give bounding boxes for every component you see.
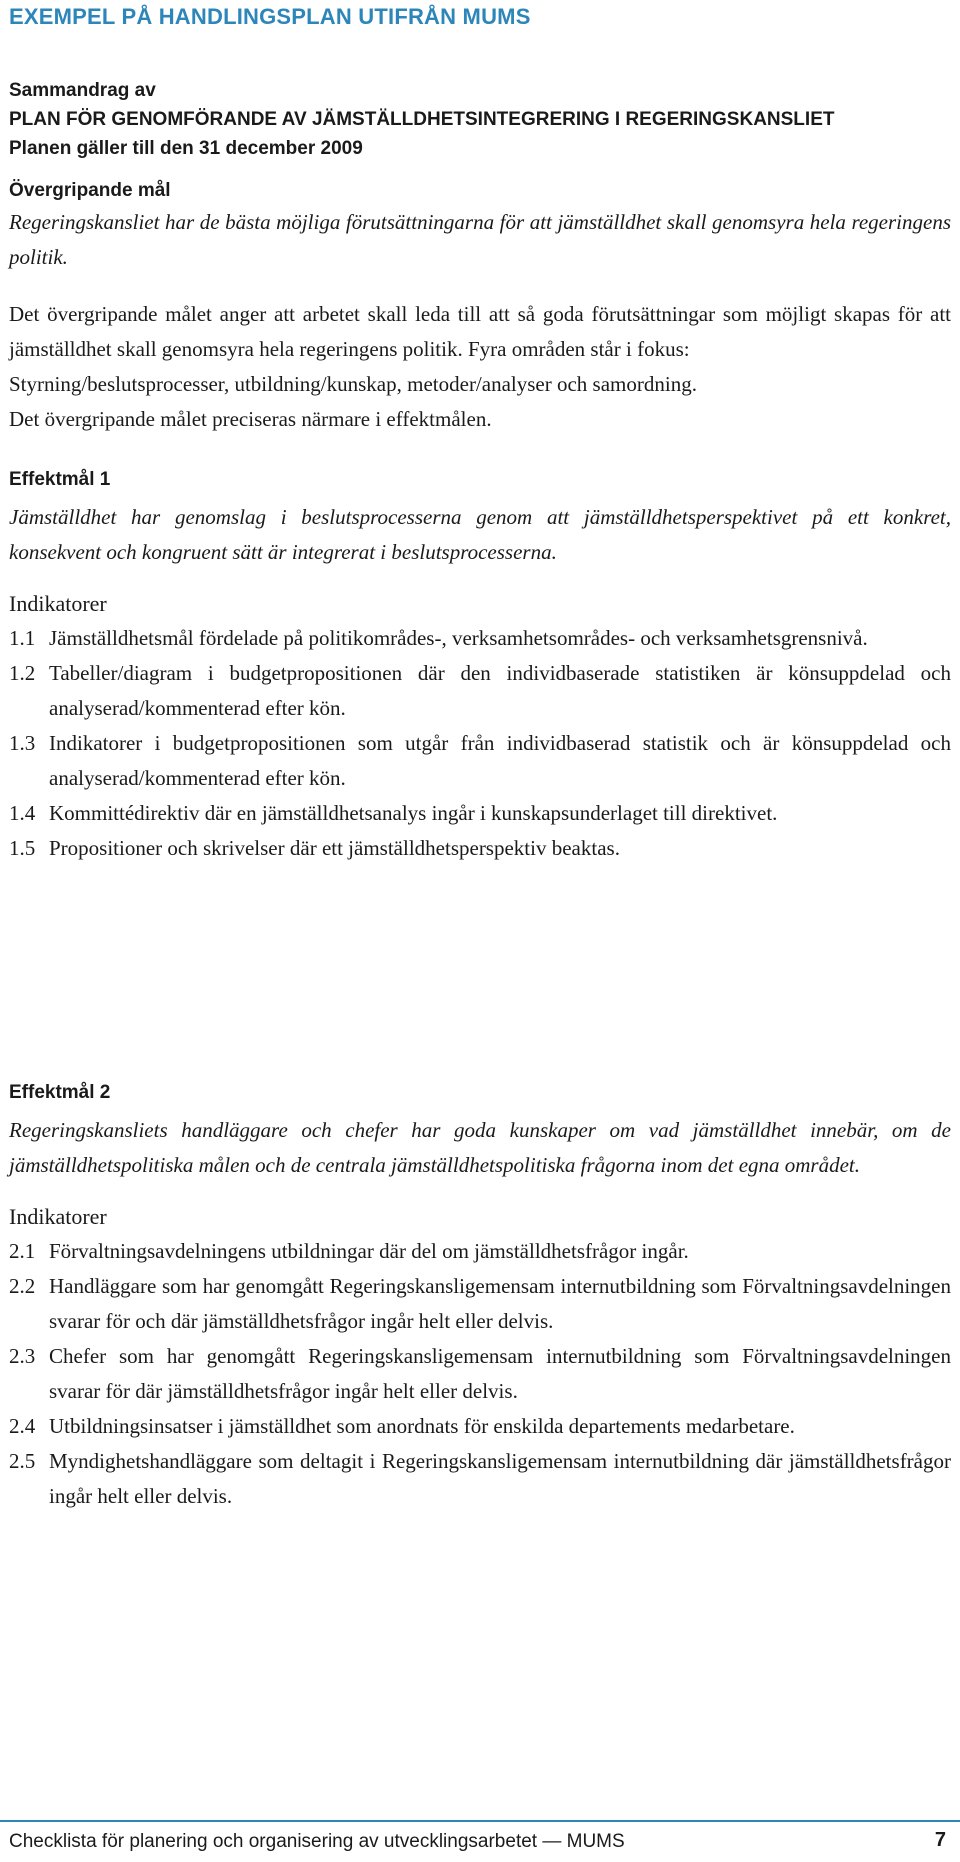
page-number: 7 <box>934 1829 946 1851</box>
indicator-item: 2.2 Handläggare som har genomgått Regeringskansligemensam internutbildning som Förvaltningsavdelningen svarar för och där jämställdhetsfrågor ingår helt eller delvis. <box>9 1274 951 1333</box>
indicator-item: 1.5 Propositioner och skrivelser där ett jämställdhetsperspektiv beaktas. <box>9 836 620 860</box>
summary-intro: Sammandrag av <box>9 80 156 101</box>
overall-goal-section <box>9 176 951 437</box>
indicator-item: 2.3 Chefer som har genomgått Regeringskansligemensam internutbildning som Förvaltningsavdelningen svarar för där jämställdhetsfrågor ingår helt eller delvis. <box>9 1344 951 1403</box>
footer-divider <box>0 1820 960 1822</box>
indicator-item: 1.2 Tabeller/diagram i budgetpropositionen där den individbaserade statistiken är könsuppdelad och analyserad/kommenterad efter kön. <box>9 661 951 720</box>
overall-goal-closing: Det övergripande målet preciseras närmare i effektmålen. <box>9 407 492 431</box>
plan-validity: Planen gäller till den 31 december 2009 <box>9 138 363 159</box>
effect-goal-2-statement: Regeringskansliets handläggare och chefer har goda kunskaper om vad jämställdhet innebär, om de jämställdhetspolitiska målen och de centrala jämställdhetspolitiska frågorna inom det egna området. <box>9 1118 951 1177</box>
indicator-item: 2.5 Myndighetshandläggare som deltagit i Regeringskansligemensam internutbildning där jämställdhetsfrågor ingår helt eller delvis. <box>9 1449 951 1508</box>
effect-goal-2-label: Effektmål 2 <box>9 1082 111 1103</box>
indicators-heading: Indikatorer <box>9 591 107 616</box>
focus-areas: Styrning/beslutsprocesser, utbildning/kunskap, metoder/analyser och samordning. <box>9 372 697 396</box>
overall-goal-statement: Regeringskansliet har de bästa möjliga förutsättningarna för att jämställdhet skall genomsyra hela regeringens politik. <box>9 210 951 269</box>
page-heading: EXEMPEL PÅ HANDLINGSPLAN UTIFRÅN MUMS <box>9 4 531 29</box>
indicator-item: 2.4 Utbildningsinsatser i jämställdhet som anordnats för enskilda departements medarbetare. <box>9 1414 795 1438</box>
indicator-item: 1.4 Kommittédirektiv där en jämställdhetsanalys ingår i kunskapsunderlaget till direktivet. <box>9 801 778 825</box>
indicator-item: 1.1 Jämställdhetsmål fördelade på politikområdes-, verksamhetsområdes- och verksamhetsgrensnivå. <box>9 626 868 650</box>
effect-goal-1-statement: Jämställdhet har genomslag i beslutsprocesserna genom att jämställdhetsperspektivet på ett konkret, konsekvent och kongruent sätt är integrerat i beslutsprocesserna. <box>9 505 951 564</box>
overall-goal-label: Övergripande mål <box>9 180 171 201</box>
overall-goal-paragraph: Det övergripande målet anger att arbetet skall leda till att så goda förutsättningar som möjligt skapas för att jämställdhet skall genomsyra hela regeringens politik. Fyra områden står i fokus: <box>9 302 951 361</box>
indicator-list <box>9 621 951 866</box>
effect-goal-2-section <box>9 1078 951 1514</box>
plan-summary <box>9 76 949 163</box>
footer-title: Checklista för planering och organisering av utvecklingsarbetet — MUMS <box>9 1831 625 1852</box>
plan-title: PLAN FÖR GENOMFÖRANDE AV JÄMSTÄLLDHETSINTEGRERING I REGERINGSKANSLIET <box>9 109 835 130</box>
indicators-heading: Indikatorer <box>9 1204 107 1229</box>
indicator-item: 2.1 Förvaltningsavdelningens utbildningar där del om jämställdhetsfrågor ingår. <box>9 1239 689 1263</box>
indicator-item: 1.3 Indikatorer i budgetpropositionen som utgår från individbaserad statistik och är könsuppdelad och analyserad/kommenterad efter kön. <box>9 731 951 790</box>
effect-goal-1-label: Effektmål 1 <box>9 469 111 490</box>
effect-goal-1-section <box>9 465 951 866</box>
indicator-list <box>9 1234 951 1514</box>
